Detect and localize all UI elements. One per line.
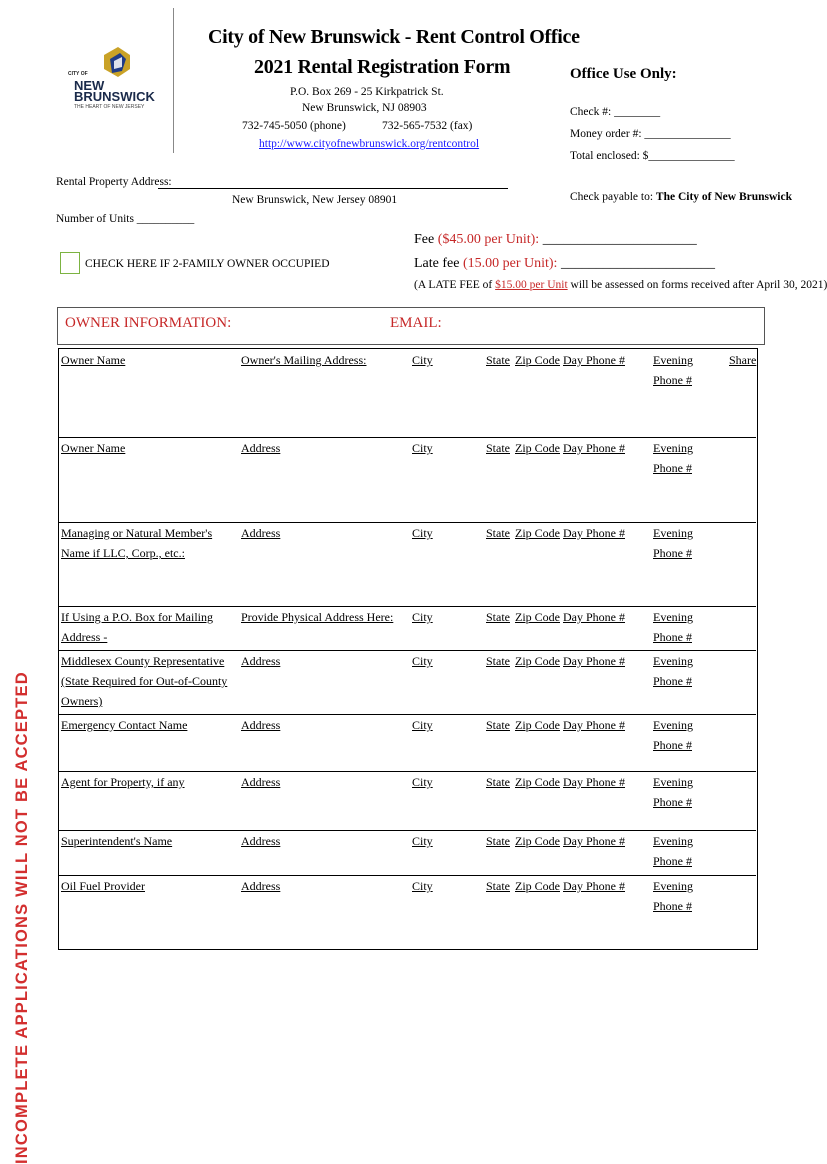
table-cell-state: State <box>486 834 510 848</box>
table-cell-c1: Owner Name <box>61 441 126 455</box>
fee-blank[interactable]: ______________________ <box>539 232 697 247</box>
table-cell-city: City <box>412 526 433 540</box>
incomplete-applications-warning: INCOMPLETE APPLICATIONS WILL NOT BE ACCEPTED <box>13 671 31 1164</box>
office-website-link[interactable]: http://www.cityofnewbrunswick.org/rentcontrol <box>259 138 480 150</box>
late-fee-note <box>414 279 827 291</box>
table-cell-zip: Zip Code <box>515 879 560 893</box>
table-cell-zip: Zip Code <box>515 441 560 455</box>
table-cell-eve: Evening Phone # <box>653 718 693 752</box>
table-cell-state: State <box>486 775 510 789</box>
table-cell-share: Share <box>729 353 757 367</box>
table-cell-c2: Address <box>241 526 281 540</box>
late-fee-amount: (15.00 per Unit): <box>462 256 558 271</box>
rental-property-city: New Brunswick, New Jersey 08901 <box>232 194 398 206</box>
office-phone: 732-745-5050 (phone) <box>242 120 346 132</box>
office-use-total: Total enclosed: $_______________ <box>570 150 735 162</box>
table-cell-c2: Owner's Mailing Address: <box>241 353 367 367</box>
rental-property-address-label: Rental Property Address: <box>56 176 172 188</box>
table-cell-zip: Zip Code <box>515 353 560 367</box>
table-cell-eve: Evening Phone # <box>653 441 693 475</box>
table-cell-city: City <box>412 775 433 789</box>
late-fee-line <box>414 256 715 272</box>
owner-information-label: OWNER INFORMATION: <box>65 315 232 331</box>
table-cell-day: Day Phone # <box>563 610 625 624</box>
table-cell-day: Day Phone # <box>563 526 625 540</box>
table-cell-day: Day Phone # <box>563 353 625 367</box>
table-cell-city: City <box>412 353 433 367</box>
table-cell-c2: Address <box>241 654 281 668</box>
table-cell-city: City <box>412 610 433 624</box>
two-family-owner-checkbox[interactable] <box>60 252 80 274</box>
table-cell-city: City <box>412 654 433 668</box>
table-cell-c1: Emergency Contact Name <box>61 718 188 732</box>
late-note-amount: $15.00 per Unit <box>495 279 568 291</box>
table-cell-zip: Zip Code <box>515 654 560 668</box>
table-cell-eve: Evening Phone # <box>653 834 693 868</box>
fee-prefix: Fee <box>414 232 438 247</box>
table-cell-c1: Superintendent's Name <box>61 834 173 848</box>
late-fee-blank[interactable]: ______________________ <box>557 256 715 271</box>
office-address-line1: P.O. Box 269 - 25 Kirkpatrick St. <box>290 86 444 98</box>
logo-tagline: THE HEART OF NEW JERSEY <box>74 104 145 110</box>
two-family-owner-label: CHECK HERE IF 2-FAMILY OWNER OCCUPIED <box>85 258 330 270</box>
table-cell-c1: Middlesex County Representative (State Required for Out-of-County Owners) <box>61 654 228 708</box>
table-cell-c2: Address <box>241 441 281 455</box>
table-cell-zip: Zip Code <box>515 526 560 540</box>
late-fee-prefix: Late fee <box>414 256 463 271</box>
table-cell-c2: Address <box>241 879 281 893</box>
office-use-check: Check #: ________ <box>570 106 661 118</box>
logo-new: NEW <box>74 78 105 93</box>
table-cell-c1: Owner Name <box>61 353 126 367</box>
form-title-line2: 2021 Rental Registration Form <box>254 56 511 78</box>
table-cell-eve: Evening Phone # <box>653 654 693 688</box>
table-cell-c2: Address <box>241 775 281 789</box>
table-cell-state: State <box>486 441 510 455</box>
table-cell-c2: Address <box>241 718 281 732</box>
table-cell-zip: Zip Code <box>515 610 560 624</box>
check-payable-line <box>570 191 792 203</box>
table-cell-eve: Evening Phone # <box>653 526 693 560</box>
table-cell-c1: Managing or Natural Member's Name if LLC, Corp., etc.: <box>61 526 213 560</box>
table-cell-c1: Oil Fuel Provider <box>61 879 145 893</box>
check-payable-to: The City of New Brunswick <box>655 191 792 203</box>
table-cell-eve: Evening Phone # <box>653 775 693 809</box>
table-cell-day: Day Phone # <box>563 775 625 789</box>
number-of-units-field[interactable]: Number of Units __________ <box>56 213 195 225</box>
late-note-prefix: (A LATE FEE of <box>414 279 496 291</box>
email-label[interactable]: EMAIL: <box>390 315 442 331</box>
logo-city-of: CITY OF <box>68 71 88 77</box>
table-cell-state: State <box>486 879 510 893</box>
fee-line <box>414 232 697 248</box>
table-cell-state: State <box>486 654 510 668</box>
table-cell-c2: Provide Physical Address Here: <box>241 610 394 624</box>
check-payable-prefix: Check payable to: <box>570 191 654 203</box>
table-cell-state: State <box>486 353 510 367</box>
table-cell-zip: Zip Code <box>515 775 560 789</box>
form-title-line1: City of New Brunswick - Rent Control Office <box>208 26 580 48</box>
table-cell-day: Day Phone # <box>563 441 625 455</box>
table-cell-state: State <box>486 610 510 624</box>
table-cell-state: State <box>486 526 510 540</box>
table-cell-city: City <box>412 879 433 893</box>
table-cell-day: Day Phone # <box>563 718 625 732</box>
office-address-line2: New Brunswick, NJ 08903 <box>302 102 427 114</box>
logo-brunswick: BRUNSWICK <box>74 89 155 104</box>
table-cell-city: City <box>412 718 433 732</box>
rental-property-address-field[interactable] <box>158 188 508 189</box>
table-cell-city: City <box>412 834 433 848</box>
fee-amount: ($45.00 per Unit): <box>437 232 540 247</box>
office-use-heading: Office Use Only: <box>570 66 677 82</box>
table-cell-day: Day Phone # <box>563 834 625 848</box>
table-cell-zip: Zip Code <box>515 834 560 848</box>
table-cell-state: State <box>486 718 510 732</box>
city-logo-mark <box>100 47 132 81</box>
late-note-suffix: will be assessed on forms received after April 30, 2021) <box>567 279 827 291</box>
table-cell-c2: Address <box>241 834 281 848</box>
office-use-money-order: Money order #: _______________ <box>570 128 731 140</box>
table-cell-c1: If Using a P.O. Box for Mailing Address - <box>61 610 213 644</box>
table-cell-day: Day Phone # <box>563 879 625 893</box>
table-cell-eve: Evening Phone # <box>653 353 693 387</box>
table-cell-eve: Evening Phone # <box>653 879 693 913</box>
office-fax: 732-565-7532 (fax) <box>382 120 473 132</box>
table-cell-day: Day Phone # <box>563 654 625 668</box>
table-cell-city: City <box>412 441 433 455</box>
table-cell-c1: Agent for Property, if any <box>61 775 185 789</box>
table-cell-zip: Zip Code <box>515 718 560 732</box>
table-cell-eve: Evening Phone # <box>653 610 693 644</box>
